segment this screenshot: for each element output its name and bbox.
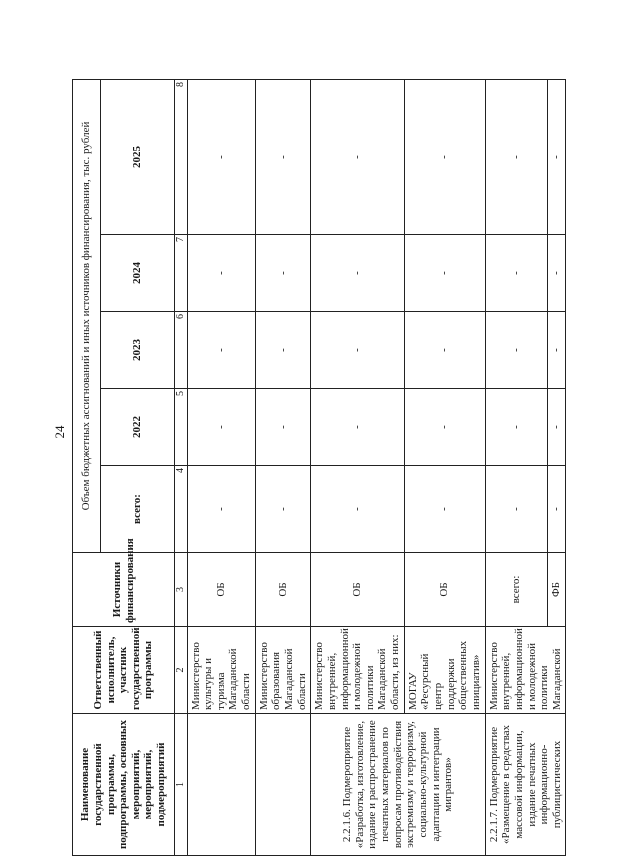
table-row <box>255 79 311 855</box>
table-row <box>187 79 255 855</box>
column-number: 4 <box>175 466 188 553</box>
row-value-total: - <box>485 466 547 553</box>
column-number: 3 <box>175 553 188 627</box>
row-executor: Министерство внутренней, информационной и молодежной политики Магаданской <box>485 627 566 714</box>
row-value-total: - <box>187 466 255 553</box>
row-value-2022: - <box>187 389 255 466</box>
table-row <box>485 79 547 855</box>
row-value-2025: - <box>404 79 485 234</box>
header-executor: Ответственный исполнитель, участник государственной программы <box>73 627 175 714</box>
header-year-2023: 2023 <box>101 312 175 389</box>
row-value-2024: - <box>311 235 404 312</box>
row-value-total: - <box>547 466 566 553</box>
column-number: 5 <box>175 389 188 466</box>
column-number-row <box>175 79 188 855</box>
row-source: ОБ <box>404 553 485 627</box>
column-number: 6 <box>175 312 188 389</box>
table-row <box>311 79 404 855</box>
row-source: ОБ <box>255 553 311 627</box>
row-value-2023: - <box>404 312 485 389</box>
page-number: 24 <box>52 425 67 439</box>
column-number: 2 <box>175 627 188 714</box>
column-number: 8 <box>175 79 188 234</box>
row-value-total: - <box>311 466 404 553</box>
row-value-2023: - <box>187 312 255 389</box>
row-value-2024: - <box>187 235 255 312</box>
row-value-2022: - <box>404 389 485 466</box>
header-year-2022: 2022 <box>101 389 175 466</box>
row-value-2025: - <box>255 79 311 234</box>
row-source: ФБ <box>547 553 566 627</box>
column-number: 7 <box>175 235 188 312</box>
row-value-2023: - <box>311 312 404 389</box>
row-name: 2.2.1.7. Подмероприятие «Размещение в средствах массовой информации, издание печатных информационно-публицистических <box>485 714 566 856</box>
row-name <box>187 714 255 856</box>
row-value-2023: - <box>255 312 311 389</box>
row-executor: Министерство образования Магаданской области <box>255 627 311 714</box>
row-value-total: - <box>255 466 311 553</box>
header-row-1 <box>73 79 101 855</box>
row-value-2025: - <box>311 79 404 234</box>
row-executor: МОГАУ «Ресурсный центр поддержки общественных инициатив» <box>404 627 485 714</box>
header-year-2024: 2024 <box>101 235 175 312</box>
row-value-2024: - <box>547 235 566 312</box>
row-value-2024: - <box>255 235 311 312</box>
rotated-table-container <box>72 80 563 856</box>
row-value-2022: - <box>255 389 311 466</box>
header-year-2025: 2025 <box>101 79 175 234</box>
row-value-2025: - <box>547 79 566 234</box>
row-value-2025: - <box>187 79 255 234</box>
row-value-2022: - <box>485 389 547 466</box>
row-executor: Министерство внутренней, информационной и молодежной политики Магаданской области, из них: <box>311 627 404 714</box>
column-number: 1 <box>175 714 188 856</box>
header-volume: Объем бюджетных ассигнований и иных источников финансирования, тыс. рублей <box>73 79 101 552</box>
row-source: всего: <box>485 553 547 627</box>
financing-table <box>72 79 566 856</box>
row-value-2024: - <box>485 235 547 312</box>
header-total: всего: <box>101 466 175 553</box>
row-value-2022: - <box>547 389 566 466</box>
row-value-2023: - <box>547 312 566 389</box>
row-name <box>255 714 311 856</box>
header-sources: Источники финансирования <box>73 553 175 627</box>
row-value-2022: - <box>311 389 404 466</box>
row-executor: Министерство культуры и туризма Магаданской области <box>187 627 255 714</box>
row-value-2023: - <box>485 312 547 389</box>
row-source: ОБ <box>311 553 404 627</box>
row-source: ОБ <box>187 553 255 627</box>
row-value-total: - <box>404 466 485 553</box>
row-name: 2.2.1.6. Подмероприятие «Разработка, изготовление, издание и распространение печатных материалов по вопросам противодействия экстремизму и терроризму, социально-культурной адаптации и интеграции мигрантов» <box>311 714 485 856</box>
row-value-2024: - <box>404 235 485 312</box>
header-name: Наименование государственной программы, подпрограммы, основных мероприятий, мероприятий, подмероприятий <box>73 714 175 856</box>
row-value-2025: - <box>485 79 547 234</box>
